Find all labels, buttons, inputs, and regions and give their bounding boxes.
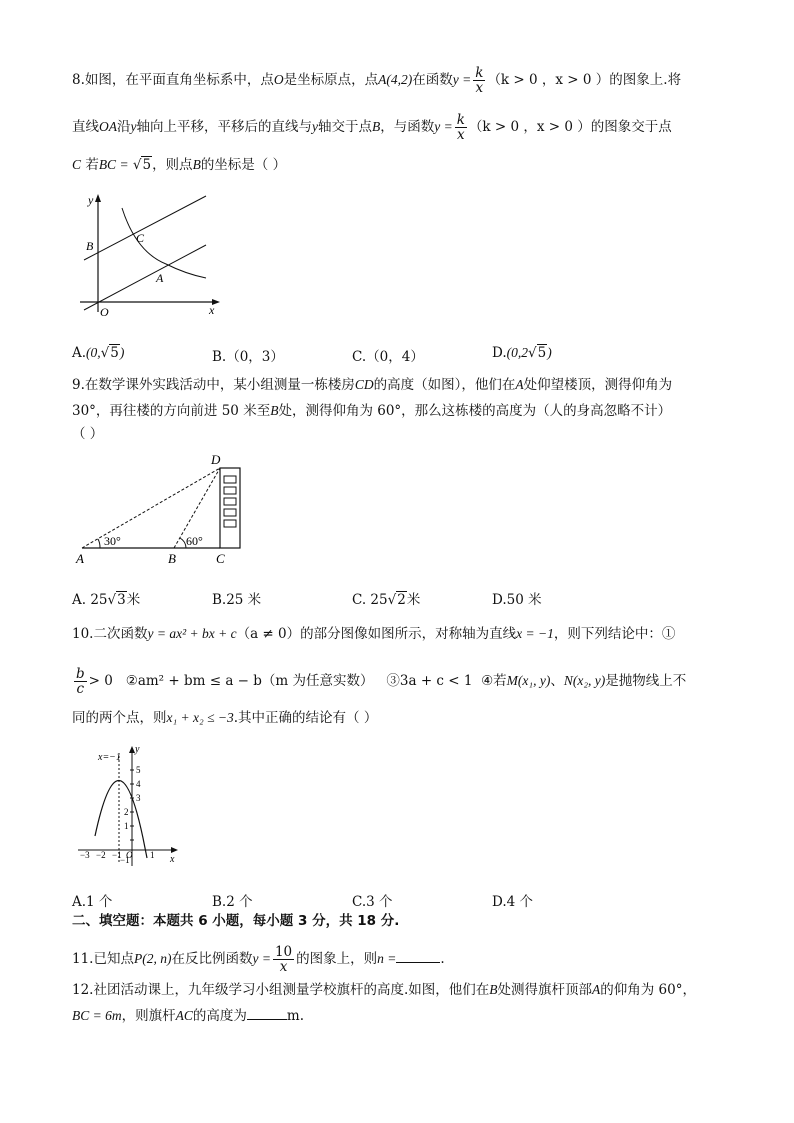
- q12-line-2: BC = 6m，则旗杆AC的高度为 m.: [72, 1008, 304, 1024]
- q10-line-2: $\frac{b}{c}$ > 0 ②am² + bm ≤ a − b（m 为任意实数） ③3a + c < 1 ④若M(x₁, y)、N(x₂, y)是抛物线上不: [76, 666, 687, 698]
- q10-option-d[interactable]: D.4 个: [492, 894, 534, 910]
- q10-xtick-neg3: −3: [80, 850, 90, 860]
- q8-option-c[interactable]: C.（0，4）: [352, 349, 424, 365]
- q10-ytick-1: 1: [124, 821, 129, 831]
- q9-line-3: （ ）: [72, 426, 104, 442]
- q9-option-a[interactable]: A. 25√3米: [72, 592, 141, 608]
- q8-line-1: 8.如图，在平面直角坐标系中，点O是坐标原点，点A(4,2)在函数y = $\frac{k}{x}$ （k > 0 ，x > 0 ）的图象上.将: [72, 65, 682, 97]
- q9-option-d[interactable]: D.50 米: [492, 592, 542, 608]
- q9-windows: [224, 476, 236, 527]
- q10-line-1: 10.二次函数y = ax² + bx + c（a ≠ 0）的部分图像如图所示，对称轴为直线x = −1，则下列结论中：①: [72, 626, 676, 642]
- q8-label-a: A: [156, 271, 164, 285]
- q8-y-arrow: [95, 194, 101, 202]
- q8-line-2: 直线OA沿y轴向上平移，平移后的直线与y轴交于点B，与函数y = $\frac{k}{x}$ （k > 0 ，x > 0 ）的图象交于点: [72, 112, 672, 144]
- q9-label-angle1: 30°: [104, 534, 121, 548]
- q8-label-c: C: [136, 231, 145, 245]
- q8-line-oa: [84, 245, 206, 310]
- q9-angle-arc-a: [98, 539, 100, 548]
- q12-answer-blank[interactable]: [247, 1007, 287, 1020]
- q12-line-1: 12.社团活动课上，九年级学习小组测量学校旗杆的高度.如图，他们在B处测得旗杆顶部A的仰角为 60°，: [72, 982, 696, 998]
- q9-building: [220, 468, 240, 548]
- q8-option-a[interactable]: A.(0,√5): [72, 345, 125, 361]
- q9-label-angle2: 60°: [186, 534, 203, 548]
- q8-figure: [78, 190, 228, 320]
- q8-label-x: x: [209, 303, 215, 317]
- q10-ytick-3: 3: [136, 793, 141, 803]
- q10-option-b[interactable]: B.2 个: [212, 894, 253, 910]
- q10-ytick-5: 5: [136, 765, 141, 775]
- q10-label-x: x: [170, 854, 175, 865]
- q10-figure: [72, 740, 192, 870]
- q8-option-b[interactable]: B.（0，3）: [212, 349, 284, 365]
- q9-label-d: D: [211, 452, 221, 467]
- q10-option-a[interactable]: A.1 个: [72, 894, 113, 910]
- q10-xtick-1: 1: [150, 850, 155, 860]
- q8-label-y: y: [88, 193, 94, 207]
- q10-line-3: 同的两个点，则x₁ + x₂ ≤ −3.其中正确的结论有（ ）: [72, 710, 378, 726]
- q11-line: 11.已知点P(2, n)在反比例函数y = $\frac{10}{x}$ 的图象上，则n = .: [72, 944, 445, 976]
- q10-xtick-neg2: −2: [96, 850, 106, 860]
- q10-xtick-neg1: −1: [112, 850, 122, 860]
- q11-answer-blank[interactable]: [396, 950, 440, 963]
- q10-option-c[interactable]: C.3 个: [352, 894, 393, 910]
- q9-figure: [72, 450, 252, 570]
- q8-label-b: B: [86, 239, 94, 253]
- q10-ytick-2: 2: [124, 807, 129, 817]
- q9-line-2: 30°，再往楼的方向前进 50 米至B处，测得仰角为 60°，那么这栋楼的高度为（人的身高忽略不计）: [72, 403, 672, 419]
- q10-x-arrow: [171, 847, 178, 853]
- q8-option-d[interactable]: D.(0,2√5): [492, 345, 552, 361]
- q9-label-b: B: [168, 551, 176, 566]
- q8-label-o: O: [100, 305, 109, 319]
- q9-label-a: A: [76, 551, 84, 566]
- q8-line-3: C 若BC = √5，则点B的坐标是（ ）: [72, 157, 287, 173]
- q10-label-y: y: [135, 744, 140, 755]
- q10-xtick-o: O: [126, 850, 133, 860]
- q9-line-1: 9.在数学课外实践活动中，某小组测量一栋楼房CD的高度（如图），他们在A处仰望楼顶，测得仰角为: [72, 377, 673, 393]
- q10-ytick-neg1: −1: [120, 855, 130, 865]
- section-2-heading: 二、填空题：本题共 6 小题，每小题 3 分，共 18 分.: [72, 913, 400, 929]
- q10-ytick-4: 4: [136, 779, 141, 789]
- q9-option-c[interactable]: C. 25√2米: [352, 592, 421, 608]
- q10-label-axis: x=−1: [98, 752, 121, 763]
- q9-label-c: C: [216, 551, 225, 566]
- q9-option-b[interactable]: B.25 米: [212, 592, 262, 608]
